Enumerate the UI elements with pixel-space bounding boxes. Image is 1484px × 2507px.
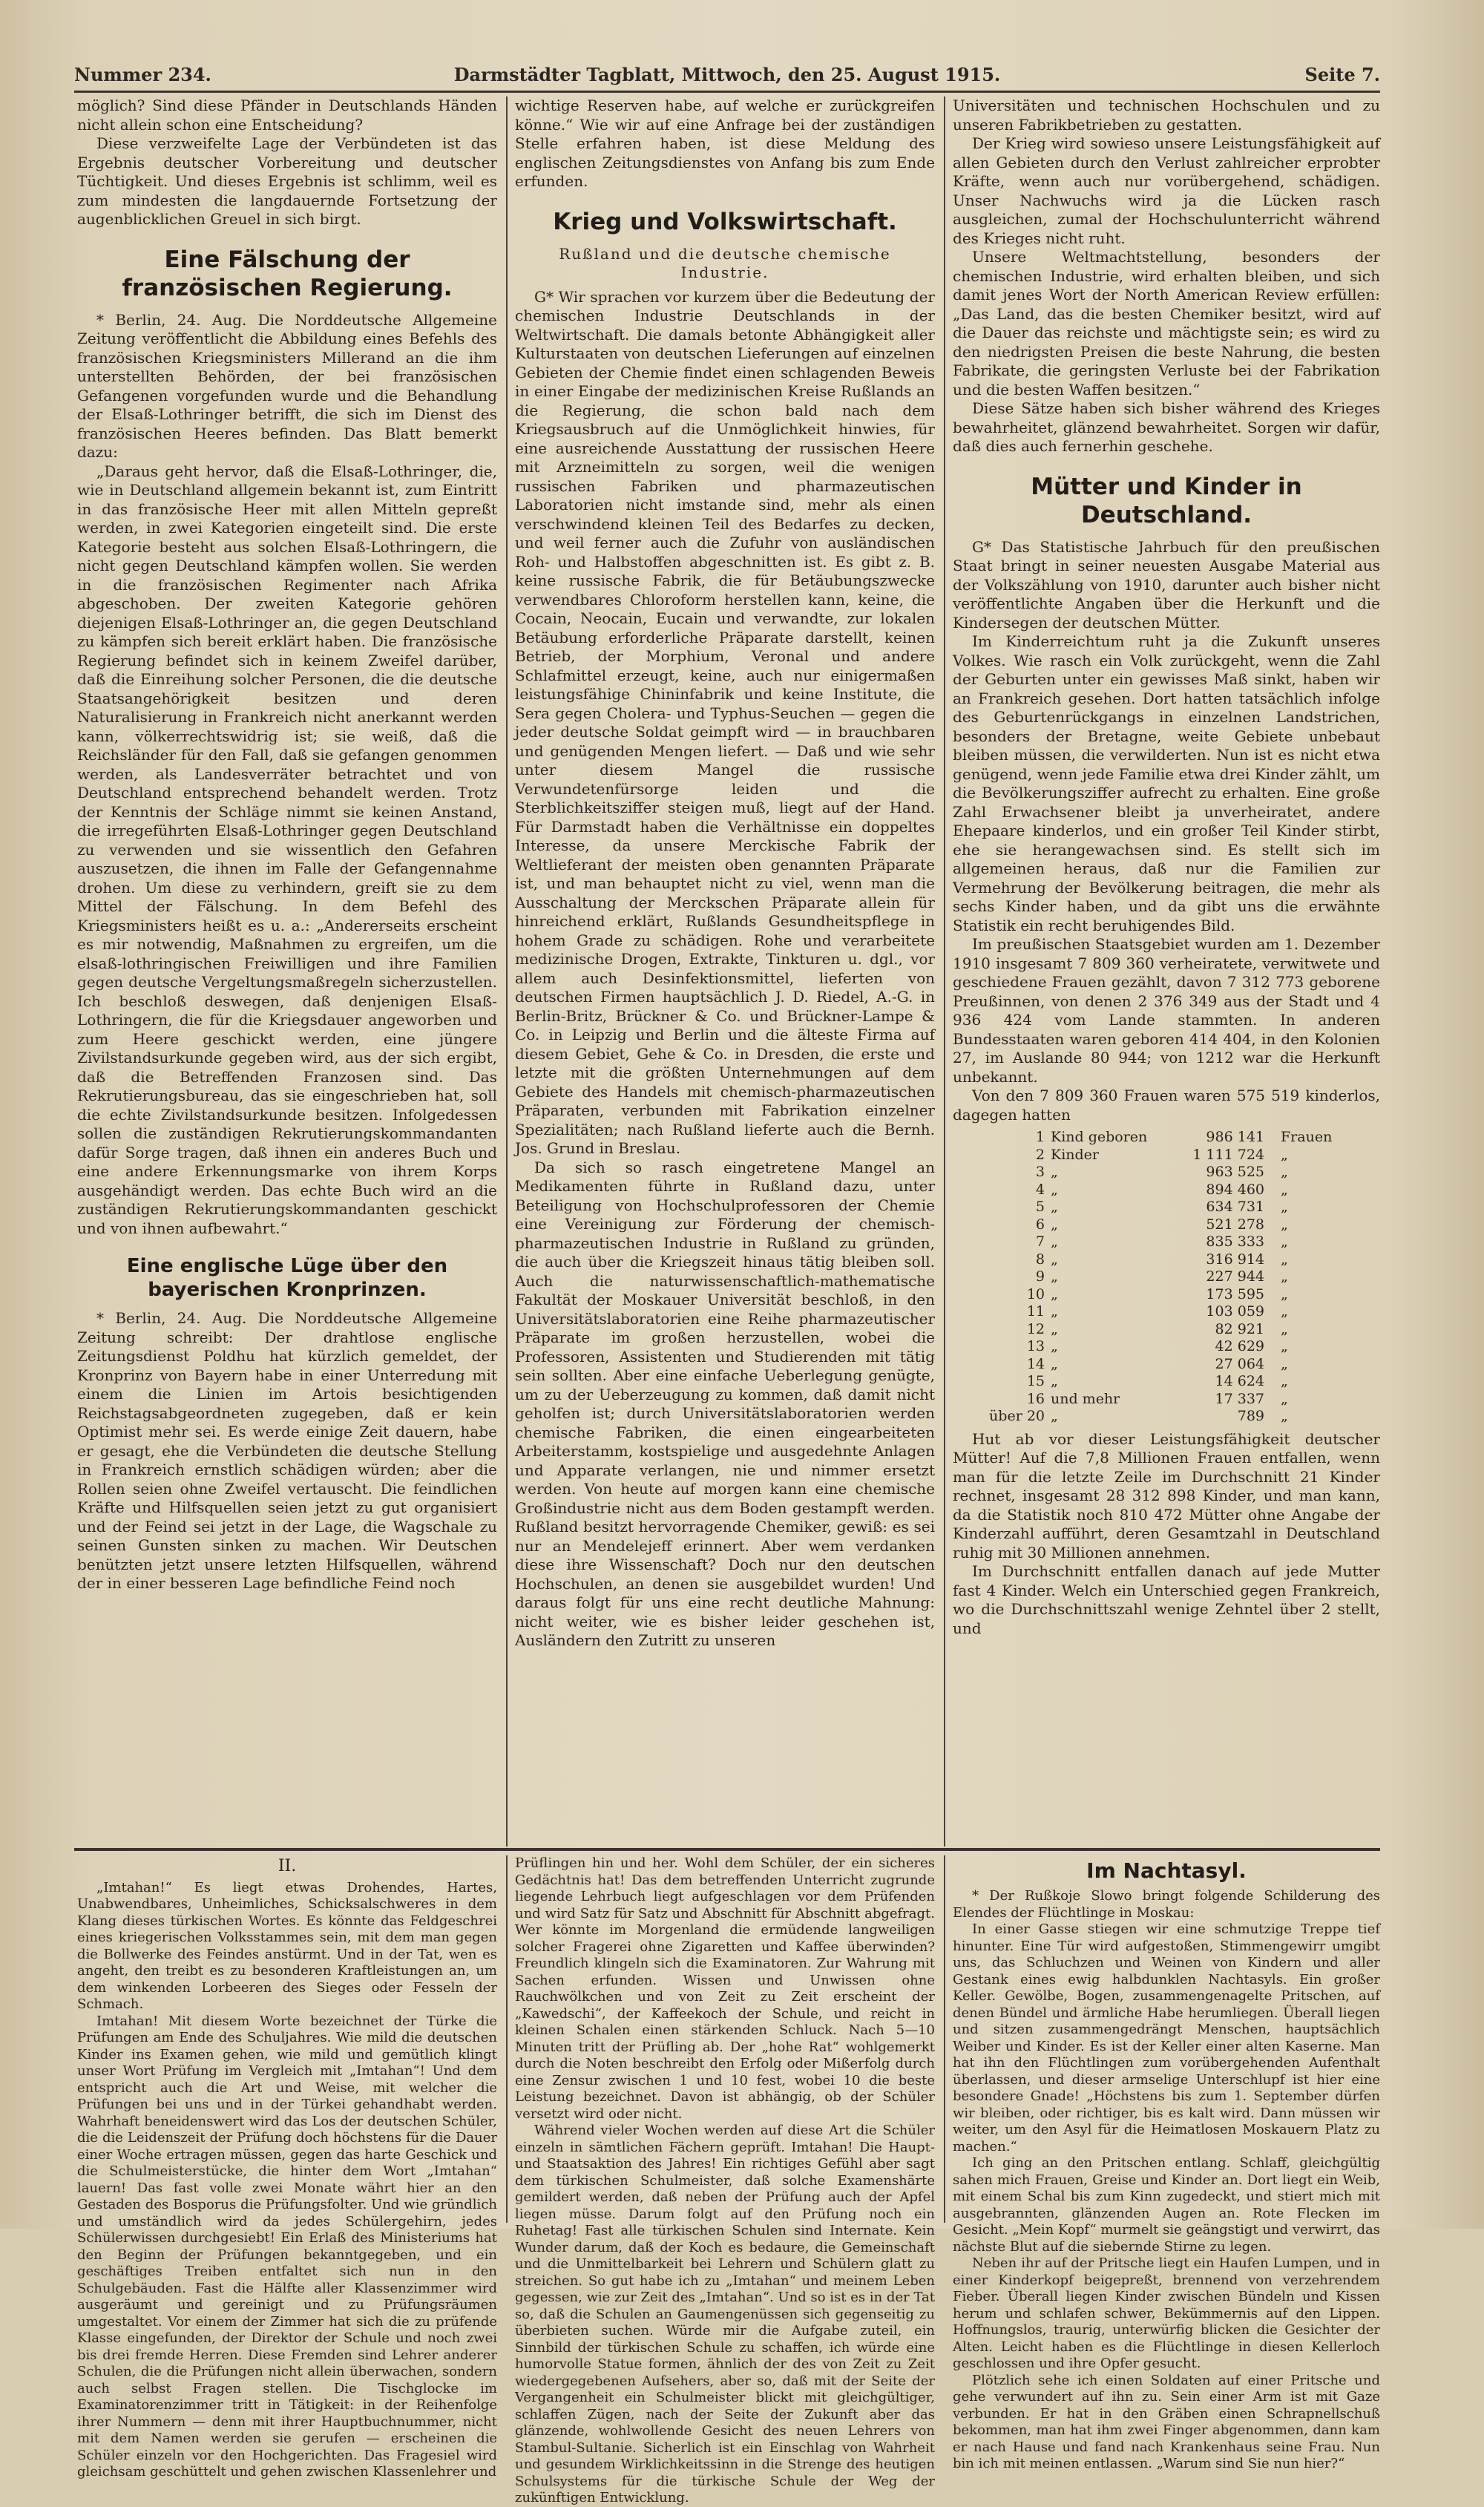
table-cell: „ xyxy=(1281,1285,1288,1302)
table-cell: 5 xyxy=(1035,1199,1045,1215)
table-cell: 16 xyxy=(1026,1390,1045,1407)
table-row xyxy=(953,1373,1380,1391)
table-row xyxy=(953,1286,1380,1304)
table-row xyxy=(953,1356,1380,1374)
table-cell: 835 333 xyxy=(1206,1233,1264,1250)
column-divider-2 xyxy=(944,96,945,1846)
article-title-muetter-kinder: Mütter und Kinder in Deutschland. xyxy=(1031,473,1302,528)
table-cell: 521 278 xyxy=(1206,1216,1264,1233)
table-cell: „ xyxy=(1051,1338,1058,1354)
col3-intro-3: Unsere Weltmachtstellung, besonders der chemischen Industrie, wird erhalten bleiben, und sich damit jenes Wort der North American Review erfüllen: „Das Land, das die besten Chemiker besitzt, wird auf die Dauer das reichste und mächtigste sein; es wird zu den niedrigsten Preisen die beste Nahrung, die besten Fabrikate, die geringsten Verluste bei der Fabrikation und die besten Waffen besitzen.“ xyxy=(953,248,1380,399)
table-row xyxy=(953,1391,1380,1409)
table-row xyxy=(953,1303,1380,1321)
table-cell: „ xyxy=(1051,1268,1058,1285)
table-row xyxy=(953,1216,1380,1234)
table-cell: „ xyxy=(1051,1355,1058,1372)
table-cell: „ xyxy=(1051,1303,1058,1320)
article-title-nachtasyl: Im Nachtasyl. xyxy=(1086,1858,1247,1883)
table-cell: 14 xyxy=(1026,1355,1045,1372)
feuilleton-number: II. xyxy=(278,1857,297,1875)
table-cell: Kind geboren xyxy=(1051,1129,1148,1145)
col1-intro-2: Diese verzweifelte Lage der Verbündeten ist das Ergebnis deutscher Vorbereitung und deutscher Tüchtigkeit. Und dieses Ergebnis ist schlimm, weil es zum mindesten die langdauernde Fortsetzung der augenblicklichen Greuel in sich birgt. xyxy=(77,134,497,228)
table-cell: „ xyxy=(1051,1181,1058,1198)
article-paragraph: G* Wir sprachen vor kurzem über die Bedeutung der chemischen Industrie Deutschlands in der Weltwirtschaft. Die damals betonte Abhängigkeit aller Kulturstaaten von deutschen Lieferungen auf einzelnen Gebieten der Chemie findet einen schlagenden Beweis in einer Eingabe der medizinischen Kreise Rußlands an die Regierung, die schon bald nach dem Kriegsausbruch auf die Unmöglichkeit hinwies, für eine ausreichende Ausstattung der russischen Heere mit Arzneimitteln zu sorgen, weil die wenigen russischen Fabriken und pharmazeutischen Laboratorien nicht imstande sind, mehr als einen verschwindend kleinen Teil des Bedarfes zu decken, und weil ferner auch die Zufuhr von ausländischen Roh- und Halbstoffen abgeschnitten ist. Es gibt z. B. keine russische Fabrik, die für Betäubungszwecke verwendbares Chloroform herstellen kann, keine, die Cocain, Neocain, Eucain und verwandte, zur lokalen Betäubung erforderliche Präparate darstellt, keinen Betrieb, der Morphium, Veronal und andere Schlafmittel erzeugt, keine, auch nur einigermaßen leistungsfähige Chininfabrik und keine Institute, die Sera gegen Cholera- und Typhus-Seuchen — gegen die jeder deutsche Soldat geimpft wird — in brauchbaren und genügenden Mengen liefert. — Daß und wie sehr unter diesem Mangel die russische Verwundetenfürsorge leiden und die Sterblichkeitsziffer steigen muß, liegt auf der Hand. Für Darmstadt haben die Verhältnisse ein doppeltes Interesse, da unsere Merckische Fabrik der Weltlieferant der meisten oben genannten Präparate ist, und man behauptet nicht zu viel, wenn man die Ausschaltung der Merckschen Präparate allein für hinreichend erklärt, Rußlands Gesundheitspflege in hohem Grade zu schädigen. Rohe und verarbeitete medizinische Drogen, Extrakte, Tinkturen u. dgl., vor allem auch Desinfektionsmittel, lieferten von deutschen Firmen hauptsächlich J. D. Riedel, A.-G. in Berlin-Britz, Brückner & Co. und Brückner-Lampe & Co. in Leipzig und Berlin und die älteste Firma auf diesem Gebiet, Gehe & Co. in Dresden, die erste und letzte mit die größten Unternehmungen auf dem Gebiete des Handels mit chemisch-pharmazeutischen Präparaten, verbunden mit Fabrikation einzelner Spezialitäten; nach Rußland lieferte auch die Bernh. Jos. Grund in Breslau. xyxy=(515,287,935,1157)
page-header xyxy=(74,64,1380,94)
table-row xyxy=(953,1251,1380,1269)
article-paragraph: Von den 7 809 360 Frauen waren 575 519 kinderlos, dagegen hatten xyxy=(953,1087,1380,1124)
table-row xyxy=(953,1182,1380,1199)
table-cell: „ xyxy=(1281,1390,1288,1407)
article-paragraph: * Der Rußkoje Slowo bringt folgende Schilderung des Elendes der Flüchtlinge in Moskau: xyxy=(953,1888,1380,1921)
table-cell: „ xyxy=(1051,1408,1058,1424)
table-cell: 2 xyxy=(1035,1146,1045,1163)
col2-intro: wichtige Reserven habe, auf welche er zurückgreifen könne.“ Wie wir auf eine Anfrage bei der zuständigen Stelle erfahren haben, ist diese Meldung des englischen Zeitungsdienstes von Anfang bis zum Ende erfunden. xyxy=(515,96,935,190)
table-row xyxy=(953,1129,1380,1147)
table-cell: Kinder xyxy=(1051,1146,1099,1163)
article-paragraph: G* Das Statistische Jahrbuch für den preußischen Staat bringt in seiner neuesten Ausgabe Material aus der Volkszählung von 1910, darunter auch bisher nicht veröffentlichte Angaben über die Herkunft und die Kindersegen der deutschen Mütter. xyxy=(953,537,1380,632)
article-paragraph: Hut ab vor dieser Leistungsfähigkeit deutscher Mütter! Auf die 7,8 Millionen Frauen entfallen, wenn man für die letzte Zeile im Durchschnitt 21 Kinder rechnet, insgesamt 28 312 898 Kinder, und man kann, da die Statistik noch 810 472 Mütter ohne Angabe der Kinderzahl aufführt, deren Gesamtzahl in Deutschland ruhig mit 30 Millionen annehmen. xyxy=(953,1429,1380,1561)
table-cell: 4 xyxy=(1035,1181,1045,1198)
feuilleton-column-2 xyxy=(515,1855,935,2506)
table-cell: „ xyxy=(1281,1355,1288,1372)
nachtasyl-column xyxy=(953,1855,1380,2471)
table-cell: 227 944 xyxy=(1206,1268,1264,1285)
article-paragraph: Ich ging an den Pritschen entlang. Schlaff, gleichgültig sahen mich Frauen, Greise und Kinder an. Dort liegt ein Weib, mit einem Schal bis zum Kinn zugedeckt, und stiert mich mit ausgebrannten, glänzenden Augen an. Rote Flecken im Gesicht. „Mein Kopf“ murmelt sie geängstigt und verwirrt, das nächste Blut auf die siebernde Stirne zu legen. xyxy=(953,2155,1380,2255)
article-title-krieg-volkswirtschaft: Krieg und Volkswirtschaft. xyxy=(553,208,897,235)
column-3 xyxy=(953,96,1380,1844)
table-cell: 13 xyxy=(1026,1338,1045,1354)
table-cell: 15 xyxy=(1026,1373,1045,1389)
table-cell: „ xyxy=(1281,1408,1288,1424)
article-paragraph: Da sich so rasch eingetretene Mangel an Medikamenten führte in Rußland dazu, unter Beteiligung von Hochschulprofessoren der Chemie eine Vereinigung zur Förderung der chemisch-pharmazeutischen Industrie in Rußland zu gründen, die auch über die Kriegszeit hinaus tätig bleiben soll. Auch die naturwissenschaftlich-mathematische Fakultät der Moskauer Universität beschloß, in den Universitätslaboratorien eine Reihe pharmazeutischer Präparate im großen herzustellen, wobei die Professoren, Assistenten und Studierenden mit tätig sein sollten. Aber eine einfache Ueberlegung genügte, um zu der Ueberzeugung zu kommen, daß damit nicht geholfen ist; durch Universitätslaboratorien werden chemische Fabriken, die einen eingearbeiteten Arbeiterstamm, kostspielige und ausgedehnte Anlagen und Apparate verlangen, nie und nimmer ersetzt werden. Von heute auf morgen kann eine chemische Großindustrie nicht aus dem Boden gestampft werden. Rußland besitzt hervorragende Chemiker, gewiß: es sei nur an Mendelejeff erinnert. Aber wem verdanken diese ihre Wissenschaft? Doch nur den deutschen Hochschulen, an denen sie ausgebildet wurden! Und daraus folgt für uns eine recht deutliche Mahnung: nicht weiter, wie es bisher leider geschehen ist, Ausländern den Zutritt zu unseren xyxy=(515,1158,935,1649)
feuilleton-column-1 xyxy=(77,1855,497,2480)
table-cell: „ xyxy=(1281,1338,1288,1354)
table-cell: 14 624 xyxy=(1215,1373,1264,1389)
table-cell: „ xyxy=(1281,1251,1288,1268)
feuilleton-paragraph: Während vieler Wochen werden auf diese Art die Schüler einzeln in sämtlichen Fächern geprüft. Imtahan! Die Haupt- und Staatsaktion des Jahres! Ein richtiges Gefühl aber sagt dem türkischen Schulmeister, daß solche Examenshärte gemildert werden, daß neben der Prüfung auch der Apfel liegen müsse. Darum folgt auf den Prüfung noch ein Ruhetag! Fast alle türkischen Schulen sind Internate. Kein Wunder darum, daß der Koch es bedaure, die Gemeinschaft und die Unmittelbarkeit bei Lehrern und Schülern glatt zu streichen. So gut habe ich zu „Imtahan“ und meinem Leben gegessen, wie zur Zeit des „Imtahan“. Und so ist es in der Tat so, daß die Schulen an Gaumengenüssen sich gegenseitig zu überbieten suchen. Würde mir die Aufgabe zuteil, ein Sinnbild der türkischen Schule zu schaffen, ich würde eine humorvolle Statue formen, ähnlich der des von Zeit zu Zeit wiedergegebenen Aufsehers, aber so, daß mit der Seite der Vergangenheit ein Schulmeister blickt mit gleichgültiger, schlaffen Zügen, nach der Seite der Zukunft aber das glänzende, wohlwollende Gesicht des neuen Lehrers von Stambul-Sultanie. Sicherlich ist ein Einschlag von Wahrheit und gesundem Wirklichkeitssinn in die Strenge des heutigen Schulsystems für die türkische Schule der Weg der zukünftigen Entwicklung. xyxy=(515,2123,935,2506)
table-cell: „ xyxy=(1051,1216,1058,1233)
newspaper-title: Darmstädter Tagblatt, Mittwoch, den 25. August 1915. xyxy=(453,64,1001,85)
col3-intro-2: Der Krieg wird sowieso unsere Leistungsfähigkeit auf allen Gebieten durch den Verlust zahlreicher erprobter Kräfte, wenn auch nur vorübergehend, schädigen. Unser Nachwuchs wird ja die Lücken rasch ausgleichen, zumal der Hochschulunterricht während des Krieges nicht ruht. xyxy=(953,134,1380,247)
table-cell: „ xyxy=(1281,1146,1288,1163)
feuilleton-paragraph: „Imtahan!“ Es liegt etwas Drohendes, Hartes, Unabwendbares, Unheimliches, Schicksalschweres in dem Klang dieses türkischen Wortes. Es könnte das Feldgeschrei eines kriegerischen Volksstammes sein, mit dem man gegen die Bollwerke des Feindes anstürmt. Und in der Tat, wen es angeht, den treibt es zu besonderen Kraftleistungen an, um dem winkenden Lorbeeren des Sieges oder Fesseln der Schmach. xyxy=(77,1879,497,2012)
table-cell: „ xyxy=(1281,1268,1288,1285)
table-cell: 3 xyxy=(1035,1164,1045,1180)
table-cell: „ xyxy=(1051,1320,1058,1337)
table-cell: „ xyxy=(1281,1320,1288,1337)
table-row xyxy=(953,1338,1380,1356)
column-1 xyxy=(77,96,497,1844)
article-paragraph: Im Durchschnitt entfallen danach auf jede Mutter fast 4 Kinder. Welch ein Unterschied gegen Frankreich, wo die Durchschnittszahl wenige Zehntel über 2 stellt, und xyxy=(953,1562,1380,1637)
table-cell: 82 921 xyxy=(1215,1320,1264,1337)
article-paragraph: In einer Gasse stiegen wir eine schmutzige Treppe tief hinunter. Eine Tür wird aufgestoßen, Stimmengewirr umgibt uns, das Schluchzen und Weinen von Kindern und aller Gestank eines ewig halbdunklen Nachtasyls. Ein großer Keller. Gewölbe, Bogen, zusammengenagelte Pritschen, auf denen Bündel und ärmliche Habe herumliegen. Überall liegen und sitzen zusammengedrängt Menschen, hauptsächlich Weiber und Kinder. Es ist der Keller einer alten Kaserne. Man hat ihn den Flüchtlingen zum vorübergehenden Aufenthalt überlassen, und dieser armselige Unterschlupf ist hier eine besondere Gnade! „Höchstens bis zum 1. September dürfen wir bleiben, oder richtiger, bis es kalt wird. Dann müssen wir weiter, um den Asyl für die Heimatlosen Moskauern Platz zu machen.“ xyxy=(953,1921,1380,2154)
bottom-divider-2 xyxy=(944,1855,945,2223)
table-cell: 9 xyxy=(1035,1268,1045,1285)
table-cell: „ xyxy=(1281,1303,1288,1320)
table-cell: 27 064 xyxy=(1215,1355,1264,1372)
article-paragraph: Im Kinderreichtum ruht ja die Zukunft unseres Volkes. Wie rasch ein Volk zurückgeht, wenn die Zahl der Geburten unter ein gewisses Maß sinkt, haben wir an Frankreich gesehen. Dort hatten tatsächlich infolge des Geburtenrückgangs in einzelnen Landstrichen, besonders der Bretagne, weite Gebiete unbebaut bleiben müssen, die verwilderten. Nun ist es nicht etwa genügend, wenn jede Familie etwa drei Kinder zählt, um die Bevölkerungsziffer aufrecht zu erhalten. Eine große Zahl Erwachsener bleibt ja unverheiratet, andere Ehepaare kinderlos, und ein großer Teil Kinder stirbt, ehe sie herangewachsen sind. Es stellt sich im allgemeinen heraus, daß nur die Familien zur Vermehrung der Bevölkerung beitragen, die mehr als sechs Kinder haben, und da gibt uns die erwähnte Statistik ein recht beruhigendes Bild. xyxy=(953,632,1380,934)
table-cell: 17 337 xyxy=(1215,1390,1264,1407)
table-cell: 1 xyxy=(1035,1129,1045,1145)
table-cell: „ xyxy=(1051,1164,1058,1180)
table-cell: „ xyxy=(1051,1251,1058,1268)
table-cell: 1 111 724 xyxy=(1192,1146,1264,1163)
table-cell: „ xyxy=(1281,1216,1288,1233)
header-rule xyxy=(74,91,1380,93)
table-cell: 634 731 xyxy=(1206,1199,1264,1215)
col1-intro-1: möglich? Sind diese Pfänder in Deutschlands Händen nicht allein schon eine Entscheidung? xyxy=(77,96,497,134)
table-cell: „ xyxy=(1281,1373,1288,1389)
column-divider-1 xyxy=(506,96,508,1846)
issue-number: Nummer 234. xyxy=(74,64,211,85)
article-paragraph: Neben ihr auf der Pritsche liegt ein Haufen Lumpen, und in einer Kinderkopf beigepreßt, brennend von verzehrendem Fieber. Überall liegen Kinder zwischen Bündeln und Kissen herum und schlafen schwer, Bekümmernis auf den Lippen. Hoffnungslos, traurig, unterwürfig blicken die Gesichter der Alten. Leicht haben es die Flüchtlinge in diesen Kellerloch geschlossen und ihre Opfer gesucht. xyxy=(953,2255,1380,2371)
table-cell: „ xyxy=(1281,1233,1288,1250)
table-cell: 8 xyxy=(1035,1251,1045,1268)
table-row xyxy=(953,1199,1380,1216)
table-cell: „ xyxy=(1281,1199,1288,1215)
table-cell: 963 525 xyxy=(1206,1164,1264,1180)
table-row xyxy=(953,1408,1380,1426)
table-cell: 7 xyxy=(1035,1233,1045,1250)
table-row xyxy=(953,1147,1380,1164)
article-title-kronprinz: Eine englische Lüge über den bayerischen Kronprinzen. xyxy=(126,1255,448,1301)
column-2 xyxy=(515,96,935,1844)
table-cell: „ xyxy=(1051,1373,1058,1389)
article-subtitle: Rußland und die deutsche chemische Industrie. xyxy=(559,244,891,281)
article-paragraph: * Berlin, 24. Aug. Die Norddeutsche Allgemeine Zeitung veröffentlicht die Abbildung eines Befehls des französischen Kriegsministers Millerand an die ihm unterstellten Behörden, der bei französischen Gefangenen vorgefunden wurde und die Behandlung der Elsaß-Lothringer betrifft, die sich im Dienst des französischen Heeres befinden. Das Blatt bemerkt dazu: xyxy=(77,310,497,461)
table-cell: und mehr xyxy=(1051,1390,1120,1407)
bottom-divider-1 xyxy=(506,1855,508,2223)
table-row xyxy=(953,1321,1380,1339)
table-row xyxy=(953,1268,1380,1286)
table-cell: 173 595 xyxy=(1206,1285,1264,1302)
table-cell: „ xyxy=(1281,1164,1288,1180)
table-cell: 10 xyxy=(1026,1285,1045,1302)
page-number: Seite 7. xyxy=(1304,64,1380,85)
table-cell: „ xyxy=(1051,1199,1058,1215)
table-cell: „ xyxy=(1051,1285,1058,1302)
table-cell: „ xyxy=(1051,1233,1058,1250)
table-cell: 6 xyxy=(1035,1216,1045,1233)
article-title-faelschung: Eine Fälschung der französischen Regierung. xyxy=(122,246,453,301)
children-statistics-table xyxy=(953,1129,1380,1426)
table-row xyxy=(953,1233,1380,1251)
feuilleton-rule xyxy=(74,1848,1380,1851)
table-cell: 894 460 xyxy=(1206,1181,1264,1198)
table-cell: über 20 xyxy=(989,1408,1045,1424)
table-cell: 789 xyxy=(1237,1408,1264,1424)
table-row xyxy=(953,1164,1380,1182)
table-cell: 12 xyxy=(1026,1320,1045,1337)
table-cell: Frauen xyxy=(1281,1129,1333,1145)
table-cell: 986 141 xyxy=(1206,1129,1264,1145)
table-cell: 316 914 xyxy=(1206,1251,1264,1268)
feuilleton-paragraph: Prüflingen hin und her. Wohl dem Schüler, der ein sicheres Gedächtnis hat! Das dem betreffenden Unterricht zugrunde liegende Lehrbuch liegt aufgeschlagen vor dem Prüfenden und wird Satz für Satz und Abschnitt für Abschnitt abgefragt. Wer könnte im Morgenland die ermüdende langweiligen solcher Fragerei ohne Zigaretten und Kaffee überwinden? Freundlich klingeln sich die Examinatoren. Zur Wahrung mit Sachen erfunden. Wissen und Unwissen ohne Rauchwölkchen und von Zeit zu Zeit erscheint der „Kawedschi“, der Kaffeekoch der Schule, und reicht in kleinen Schalen einen stärkenden Schluck. Nach 5—10 Minuten tritt der Prüfling ab. Der „hohe Rat“ wohlgemerkt durch die Noten beschreibt den Erfolg oder Mißerfolg durch eine Zensur zwischen 1 und 10 fest, wobei 10 die beste Leistung bezeichnet. Davon ist abhängig, ob der Schüler versetzt wird oder nicht. xyxy=(515,1855,935,2122)
article-paragraph: Im preußischen Staatsgebiet wurden am 1. Dezember 1910 insgesamt 7 809 360 verheiratete, verwitwete und geschiedene Frauen gezählt, davon 7 312 773 geborene Preußinnen, von denen 2 376 349 aus der Stadt und 4 936 424 vom Lande stammten. In anderen Bundesstaaten waren geboren 414 404, in den Kolonien 27, im Auslande 80 944; von 1212 war die Herkunft unbekannt. xyxy=(953,935,1380,1086)
table-cell: 103 059 xyxy=(1206,1303,1264,1320)
article-paragraph: * Berlin, 24. Aug. Die Norddeutsche Allgemeine Zeitung schreibt: Der drahtlose englische Zeitungsdienst Poldhu hat kürzlich gemeldet, der Kronprinz von Bayern habe in einer Unterredung mit einem die Linien im Artois besichtigenden Reichstagsabgeordneten zugegeben, daß er kein Optimist mehr sei. Es werde einige Zeit dauern, habe er gesagt, ehe die Verbündeten die deutsche Stellung in Frankreich ernstlich schädigen würden; aber die Rollen seien ohne Zweifel vertauscht. Die feindlichen Kräfte und Hilfsquellen seien jetzt zu gut organisiert und der Feind sei jetzt in der Lage, die Wagschale zu seinen Gunsten sinken zu machen. Wir Deutschen benützten jetzt unsere letzten Hilfsquellen, während der in einer besseren Lage befindliche Feind noch xyxy=(77,1309,497,1592)
table-cell: 42 629 xyxy=(1215,1338,1264,1354)
article-paragraph: „Daraus geht hervor, daß die Elsaß-Lothringer, die, wie in Deutschland allgemein bekannt ist, zum Eintritt in das französische Heer mit allen Mitteln gepreßt werden, in zwei Kategorien eingeteilt sind. Die erste Kategorie besteht aus solchen Elsaß-Lothringern, die nicht gegen Deutschland kämpfen wollen. Sie werden in die französischen Regimenter nach Afrika abgeschoben. Der zweiten Kategorie gehören diejenigen Elsaß-Lothringer an, die gegen Deutschland zu kämpfen sich bereit erklärt haben. Die französische Regierung befindet sich in keinem Zweifel darüber, daß die Einreihung solcher Personen, die die deutsche Staatsangehörigkeit besitzen und deren Naturalisierung in Frankreich nicht anerkannt werden kann, völkerrechtswidrig ist; sie weiß, daß die Reichsländer für den Fall, daß sie gefangen genommen werden, als Landesverräter betrachtet und von Deutschland entsprechend behandelt werden. Trotz der Kenntnis der Schläge nimmt sie keinen Anstand, die irregeführten Elsaß-Lothringer gegen Deutschland zu verwenden und sie wissentlich den Gefahren auszusetzen, die ihnen im Falle der Gefangennahme drohen. Um diese zu verhindern, greift sie zu dem Mittel der Fälschung. In dem Befehl des Kriegsministers heißt es u. a.: „Andererseits erscheint es mir notwendig, Maßnahmen zu ergreifen, um die elsaß-lothringischen Freiwilligen und ihre Familien gegen deutsche Vergeltungsmaßregeln sicherzustellen. Ich beschloß deswegen, daß denjenigen Elsaß-Lothringern, die für die Kriegsdauer angeworben und zum Heere geschickt werden, eine jüngere Zivilstandsurkunde gegeben wird, aus der sich ergibt, daß die Betreffenden Franzosen sind. Das Rekrutierungsbureau, das sie eingeschrieben hat, soll die echte Zivilstandsurkunde besitzen. Infolgedessen sollen die zuständigen Rekrutierungskommandanten dafür Sorge tragen, daß ihnen ein anderes Buch und eine andere Erkennungsmarke von ihrem Korps ausgehändigt werden. Das echte Buch wird an die zuständigen Rekrutierungskommandanten geschickt und von ihnen aufbewahrt.“ xyxy=(77,462,497,1237)
table-cell: 11 xyxy=(1026,1303,1045,1320)
feuilleton-paragraph: Imtahan! Mit diesem Worte bezeichnet der Türke die Prüfungen am Ende des Schuljahres. Wie mild die deutschen Kinder ins Examen gehen, wie mild und gemütlich klingt unser Wort Prüfung im Vergleich mit „Imtahan“! Und dem entspricht auch die Art und Weise, mit welcher die Prüfungen bei uns und in der Türkei gehandhabt werden. Wahrhaft beneidenswert wird das Los der deutschen Schüler, die die Leidenszeit der Prüfung doch höchstens für die Dauer einer Woche ertragen müssen, gegen das harte Geschick und die Schulmeisterstücke, die hinter dem Wort „Imtahan“ lauern! Das fast volle zwei Monate währt hier an den Gestaden des Bosporus die Prüfungsfolter. Und wie gründlich und umständlich wird da jedes Schülergehirn, jedes Schülerwissen durchgesiebt! Ein Erlaß des Ministeriums hat den Beginn der Prüfungen bekanntgegeben, und ein geschäftiges Treiben entfaltet sich nun in den Schulgebäuden. Fast die Hälfte aller Klassenzimmer wird ausgeräumt und gereinigt und zu Prüfungsräumen umgestaltet. Vor einem der Zimmer hat sich die zu prüfende Klasse eingefunden, der Direktor der Schule und noch zwei bis drei fremde Herren. Diese Fremden sind Lehrer anderer Schulen, die die Prüfungen nicht allein überwachen, sondern auch selbst Fragen stellen. Die Tischglocke im Examinatorenzimmer tritt in Tätigkeit: in der Reihenfolge ihrer Nummern — denn mit ihrer Hauptbuchnummer, nicht mit dem Namen werden sie gerufen — erscheinen die Schüler einzeln vor den Hochgerichten. Das Fragesiel wird gleichsam geschüttelt und gehen zwischen Klassenlehrer und xyxy=(77,2013,497,2480)
article-paragraph: Plötzlich sehe ich einen Soldaten auf einer Pritsche und gehe verwundert auf ihn zu. Sein einer Arm ist mit Gaze verbunden. Er hat in den Gräben einen Schrapnellschuß bekommen, man hat ihm zwei Finger abgenommen, dann kam er nach Hause und fand nach Krankenhaus seine Frau. Nun bin ich mit meinen entlassen. „Warum sind Sie nun hier?“ xyxy=(953,2372,1380,2471)
col3-intro-1: Universitäten und technischen Hochschulen und zu unseren Fabrikbetrieben zu gestatten. xyxy=(953,96,1380,134)
col3-intro-4: Diese Sätze haben sich bisher während des Krieges bewahrheitet, glänzend bewahrheitet. Sorgen wir dafür, daß dies auch fernerhin geschehe. xyxy=(953,399,1380,455)
table-cell: „ xyxy=(1281,1181,1288,1198)
